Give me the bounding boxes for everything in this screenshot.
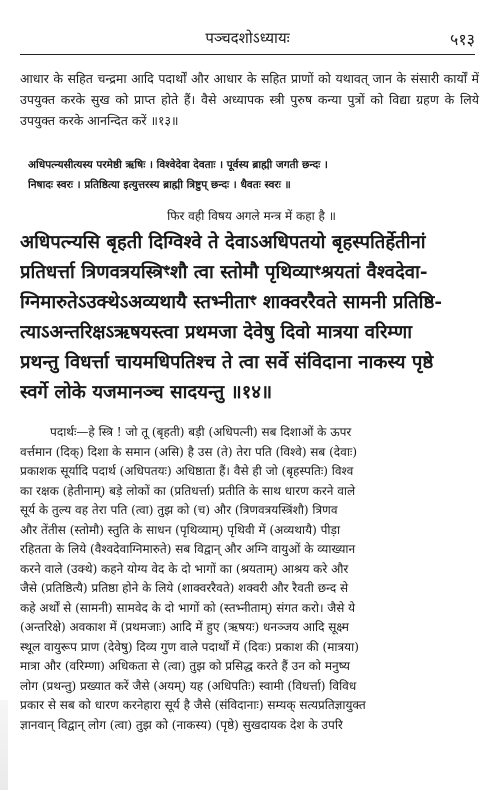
mantra-line: त्याऽअन्तरिक्षऽऋषयस्त्वा प्रथमजा देवेषु दिवो मात्रया वरिम्णा [20, 322, 413, 343]
metadata-line: अधिपत्न्यसीत्यस्य परमेष्ठी ऋषिः । विश्वेदेवा देवताः । पूर्वस्य ब्राह्मी जगती छन्दः । [28, 159, 328, 171]
mantra-metadata [28, 155, 479, 195]
commentary-line: प्रकार से सब को धारण करनेहारा सूर्य है जैसे (संविदानाः) सम्यक् सत्यप्रतिज्ञायुक्त [20, 698, 366, 712]
commentary [20, 423, 481, 735]
commentary-line: प्रकाशक सूर्यादि पदार्थ (अधिपतयः) अधिष्ठाता हैं। वैसे ही जो (बृहस्पतिः) विश्व [20, 464, 354, 478]
commentary-line: (अन्तरिक्षे) अवकाश में (प्रथमजाः) आदि में हुए (ऋषयः) धनञ्जय आदि सूक्ष्म [20, 620, 349, 634]
mantra-line: ग्निमारुतेऽउक्थेऽअव्यथायै स्तभ्नीताꣳ शाक्वररैवते सामनी प्रतिष्ठि- [20, 292, 443, 313]
page-header [20, 28, 475, 50]
mantra-intro: फिर वही विषय अगले मन्त्र में कहा है ॥ [167, 209, 336, 223]
commentary-line: पदार्थः—हे स्त्रि ! जो तू (बृहती) बड़ी (अधिपत्नी) सब दिशाओं के ऊपर [50, 425, 352, 439]
mantra-line: प्रथन्तु विधर्त्ता चायमधिपतिश्च ते त्वा सर्वे संविदाना नाकस्य पृष्ठे [20, 352, 434, 373]
commentary-line: का रक्षक (हेतीनाम्) बड़े लोकों का (प्रतिधर्त्ता) प्रतीति के साथ धारण करने वाले [20, 483, 356, 498]
scan-edge-shadow [0, 700, 8, 790]
preceding-paragraph: आधार के सहित चन्द्रमा आदि पदार्थों और आधार के सहित प्राणों को यथावत् जान के संसारी कार्यों में उपयुक्त करके सुख को प्राप्त होते हैं। वैसे अध्यापक स्त्री पुरुष कन्या पुत्रों को विद्या ग्रहण के लिये उपयुक्त करके आनन्दित करें ॥१३॥ [20, 71, 479, 128]
commentary-line: सूर्य के तुल्य वह तेरा पति (त्वा) तुझ को (च) और (त्रिणवत्रयस्त्रिंशौ) त्रिणव [20, 503, 338, 517]
commentary-line: और तेंतीस (स्तोमौ) स्तुति के साधन (पृथिव्याम्) पृथिवी में (अव्यथायै) पीड़ा [20, 522, 341, 537]
page-number: ५१३ [450, 30, 475, 49]
commentary-line: कहे अर्थों से (सामनी) सामवेद के दो भागों को (स्तभ्नीताम्) संगत करो। जैसे ये [20, 600, 356, 615]
commentary-line: लोग (प्रथन्तु) प्रख्यात करें जैसे (अयम्) यह (अधिपतिः) स्वामी (विधर्त्ता) विविध [20, 678, 357, 693]
commentary-line: वर्त्तमान (दिक्) दिशा के समान (असि) है उस (ते) तेरा पति (विश्वे) सब (देवाः) [20, 444, 358, 459]
metadata-line: निषादः स्वरः । प्रतिष्ठित्या इत्युत्तरस्य ब्राह्मी त्रिष्टुप् छन्दः । धैवतः स्वरः ॥ [28, 179, 291, 191]
mantra-line: प्रतिधर्त्ता त्रिणवत्रयस्त्रिꣳशौ त्वा स्तोमौ पृथिव्याꣳश्रयतां वैश्वदेवा- [20, 262, 428, 283]
commentary-line: मात्रा और (वरिम्णा) अधिकता से (त्वा) तुझ को प्रसिद्ध करते हैं उन को मनुष्य [20, 659, 350, 673]
commentary-line: ज्ञानवान् विद्वान् लोग (त्वा) तुझ को (नाकस्य) (पृष्ठे) सुखदायक देश के उपरि [20, 717, 343, 732]
mantra-text [20, 228, 481, 408]
commentary-line: रहितता के लिये (वैश्वदेवाग्निमारुते) सब विद्वान् और अग्नि वायुओं के व्याख्यान [20, 542, 356, 556]
commentary-line: स्थूल वायुरूप प्राण (देवेषु) दिव्य गुण वाले पदार्थों में (दिवः) प्रकाश की (मात्रया) [20, 639, 359, 654]
chapter-title: पञ्चदशोऽध्यायः [205, 29, 290, 47]
header-rule [20, 54, 475, 55]
mantra-line: स्वर्गे लोके यजमानञ्च सादयन्तु ॥१४॥ [20, 382, 273, 403]
commentary-line: करने वाले (उक्थे) कहने योग्य वेद के दो भागों का (श्रयताम्) आश्रय करे और [20, 561, 349, 576]
mantra-line: अधिपत्न्यसि बृहती दिग्विश्वे ते देवाऽअधिपतयो बृहस्पतिर्हेतीनां [20, 232, 426, 253]
commentary-line: जैसे (प्रतिष्ठित्यै) प्रतिष्ठा होने के लिये (शाक्वररैवते) शक्वरी और रैवती छन्द से [20, 581, 349, 595]
